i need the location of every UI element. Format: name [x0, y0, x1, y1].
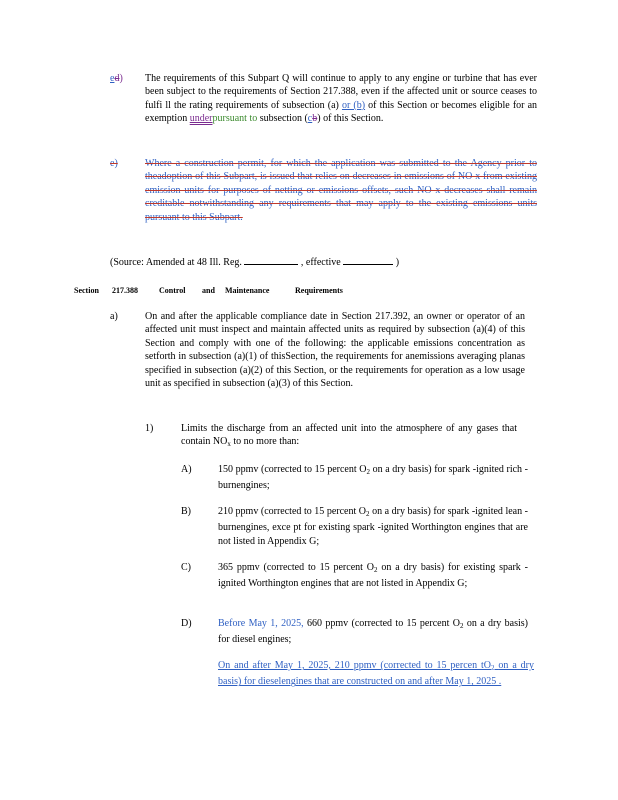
para-d-text [145, 72, 537, 126]
item-b-label: B) [181, 506, 191, 517]
source-text2: , effective [300, 257, 341, 268]
item-d-sub: 2 [459, 622, 464, 630]
section-word: Section [74, 286, 99, 295]
item-b-sub: 2 [366, 510, 370, 518]
para-d-text3: subsection ( [259, 113, 308, 125]
item-d-text2: on a dry basis) for diesel engines; [218, 618, 529, 646]
inserted-pursuant: pursuant [212, 113, 247, 125]
para-a-text: On and after the applicable compliance date in Section 217.392, an owner or operator of an affected unit must inspect and maintain affected units as required by subsection (a)(4) of this Section and comply with one of the following: the applicable emissions concentration as setforth in subsection (a)(1) of thisSection, the requirements for anemissions averaging planas specified in subsection (a)(2) of this Section, or the requirements for operation as a low usage unit as specified in subsection (a)(3) of this Section. [145, 311, 525, 390]
para-d-text2: of this Section or becomes eligible for an exemption [145, 99, 538, 125]
item-b-text [218, 505, 528, 548]
item-1-label: 1) [145, 423, 154, 434]
section-number: 217.388 [112, 286, 138, 295]
para-e-label: e) [110, 158, 118, 169]
item-d-text [218, 617, 528, 647]
inserted-or-b: or (b) [341, 99, 366, 111]
deleted-b: b [312, 113, 318, 125]
inserted-before-date: Before May 1, 2025, [218, 618, 304, 629]
para-d-label [110, 72, 140, 85]
reg-blank [244, 264, 298, 265]
source-text1: (Source: Amended at 48 Ill. Reg. [110, 257, 242, 268]
item-a-text1: 150 ppmv (corrected to 15 percent O [218, 464, 367, 475]
para-a-label: a) [110, 311, 118, 322]
item-d-inserted-after [218, 659, 534, 689]
item-a-text [218, 463, 528, 493]
item-a-sub: 2 [366, 468, 370, 476]
item-d-label: D) [181, 618, 192, 629]
deleted-label: d [114, 73, 120, 84]
inserted-label: e [110, 73, 115, 84]
heading-word-requirements: Requirements [295, 286, 343, 295]
inserted-c: c [307, 113, 313, 125]
para-d-text1: The requirements of this Subpart Q will continue to apply to any engine or turbine that has ever been subject to the requirements of Section 217.388, even if the affected unit or source ceases to fulfi ll the rating requirements of subsection (a) [145, 73, 537, 111]
item-c-label: C) [181, 562, 191, 573]
source-line [110, 256, 530, 269]
item-a-text2: on a dry basis) for spark -ignited rich -burnengines; [218, 464, 528, 492]
inserted-after-text2: on a dry basis) for dieselengines that are constructed on and after May 1, 2025 . [218, 660, 534, 688]
inserted-to: to [249, 113, 258, 125]
item-1-sub: x [227, 440, 231, 449]
deleted-under: under [189, 113, 213, 125]
item-1-text [181, 422, 517, 452]
item-d-text1: 660 ppmv (corrected to 15 percent O [307, 618, 460, 629]
inserted-after-text1: On and after May 1, 2025, 210 ppmv (corrected to 15 percen tO [218, 660, 491, 671]
inserted-after-sub: 2 [490, 664, 495, 672]
para-e-deleted-text: Where a construction permit, for which the application was submitted to the Agency prior to theadoption of this Subpart, is issued that relies on decreases in emissions of NO x from existing emission units for purposes of netting or emissions offsets, such NO x decreases shall remain creditable notwithstanding any requirements that may apply to the existing emissions units pursuant to this Subpart. [145, 158, 537, 223]
heading-word-maintenance: Maintenance [225, 286, 270, 295]
label-suffix: ) [119, 73, 123, 84]
item-c-sub: 2 [374, 566, 378, 574]
effective-blank [343, 264, 393, 265]
heading-word-and: and [202, 286, 215, 295]
item-c-text [218, 561, 528, 591]
item-b-text1: 210 ppmv (corrected to 15 percent O [218, 506, 367, 517]
item-c-text2: on a dry basis) for existing spark -ignited Worthington engines that are not listed in Appendix G; [218, 562, 528, 590]
item-c-text1: 365 ppmv (corrected to 15 percent O [218, 562, 375, 573]
source-text3: ) [395, 257, 400, 268]
para-d-text4: ) of this Section. [317, 113, 384, 125]
heading-word-control: Control [159, 286, 186, 295]
item-1-text2: to no more than: [233, 436, 300, 448]
item-b-text2: on a dry basis) for spark -ignited lean -burnengines, exce pt for existing spark -ignited Worthington engines that are not listed in Appendix G; [218, 506, 529, 547]
section-heading [0, 284, 618, 298]
item-1-text1: Limits the discharge from an affected unit into the atmosphere of any gases that contain NO [181, 423, 517, 448]
item-a-label: A) [181, 464, 192, 475]
